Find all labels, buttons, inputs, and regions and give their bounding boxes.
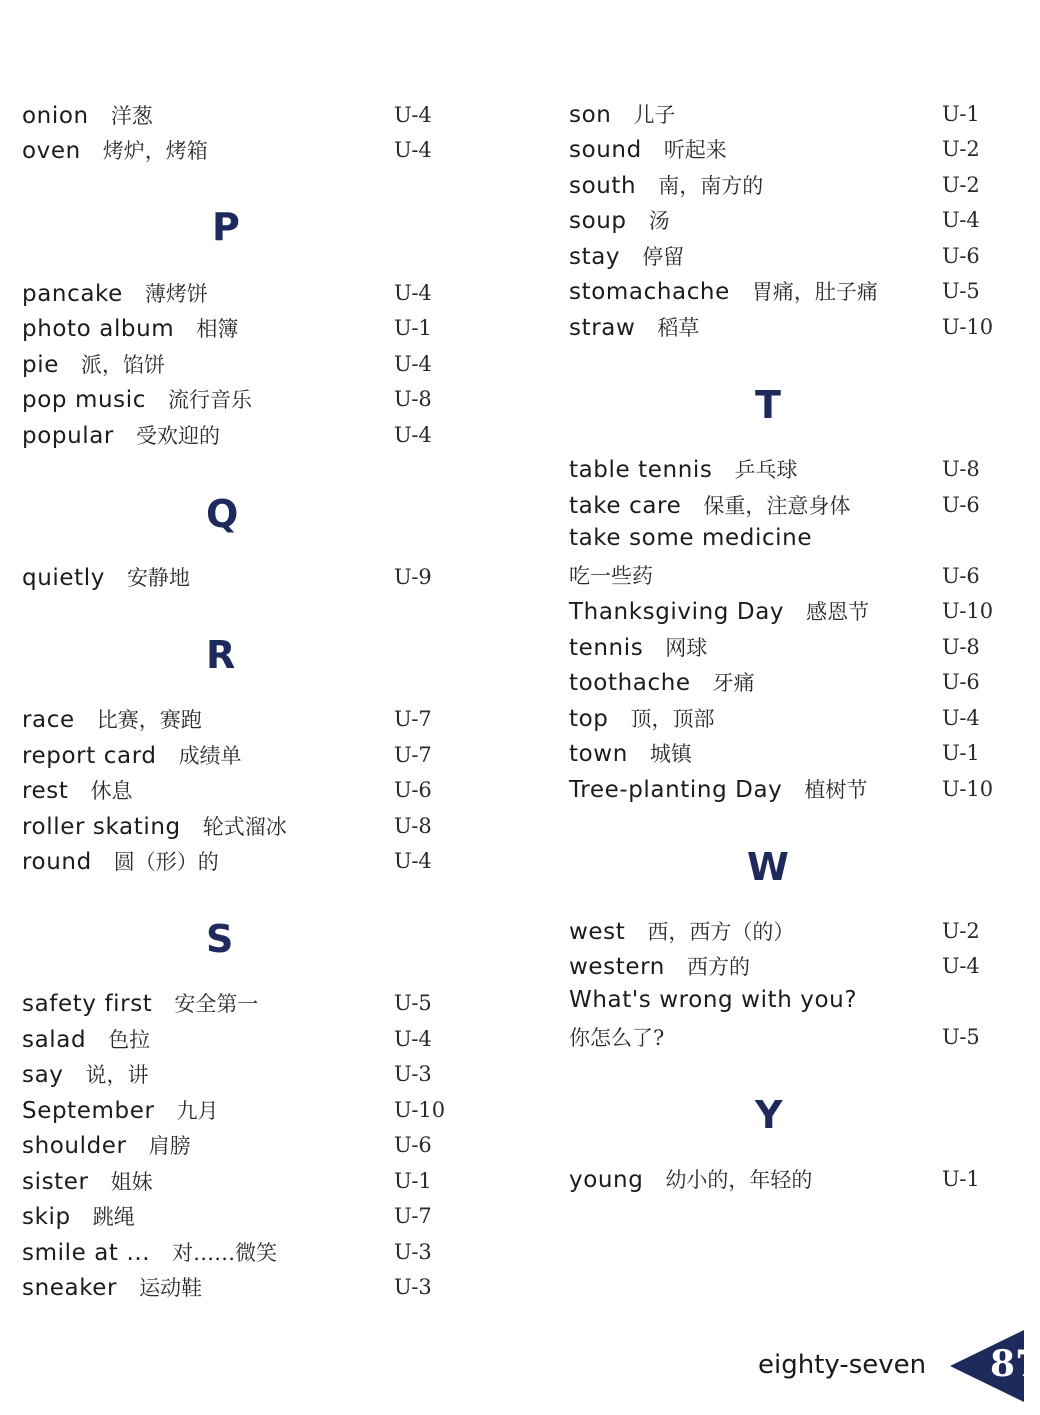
glossary-entry-popular [22, 420, 220, 456]
entry-unit: U-3 [394, 1275, 432, 1299]
entry-word: popular [22, 423, 114, 449]
entry-unit: U-2 [942, 173, 980, 197]
entry-word: pie [22, 352, 59, 378]
entry-unit: U-4 [394, 1027, 432, 1051]
glossary-entry-shoulder [22, 1130, 191, 1166]
glossary-entry-take-some-medicine-meaning [569, 560, 653, 596]
glossary-entry-town [569, 738, 692, 774]
section-letter-w: W [747, 845, 789, 889]
entry-meaning: 九月 [176, 1099, 219, 1123]
section-letter-s: S [206, 917, 234, 961]
entry-unit: U-8 [942, 457, 980, 481]
entry-word: straw [569, 315, 636, 341]
entry-unit: U-4 [394, 849, 432, 873]
entry-unit: U-3 [394, 1240, 432, 1264]
glossary-entry-salad [22, 1024, 150, 1060]
entry-unit: U-1 [942, 1167, 980, 1191]
glossary-entry-roller-skating [22, 811, 287, 847]
entry-unit: U-10 [942, 315, 994, 339]
entry-meaning: 派，馅饼 [80, 353, 165, 377]
entry-meaning: 休息 [90, 779, 133, 803]
entry-word: stay [569, 244, 621, 270]
entry-word: sister [22, 1169, 89, 1195]
glossary-entry-smile-at [22, 1237, 277, 1273]
entry-word: pancake [22, 281, 123, 307]
entry-unit: U-6 [942, 670, 980, 694]
entry-word: table tennis [569, 457, 713, 483]
entry-unit: U-1 [942, 102, 980, 126]
entry-meaning: 稻草 [657, 316, 700, 340]
entry-word: oven [22, 138, 81, 164]
glossary-entry-west [569, 916, 794, 952]
entry-word: soup [569, 208, 627, 234]
entry-meaning: 对……微笑 [172, 1241, 278, 1265]
entry-word: round [22, 849, 92, 875]
entry-word: safety first [22, 991, 153, 1017]
section-letter-p: P [212, 205, 240, 249]
entry-unit: U-1 [394, 1169, 432, 1193]
glossary-entry-soup [569, 205, 670, 241]
entry-word: son [569, 102, 612, 128]
entry-unit: U-4 [942, 208, 980, 232]
glossary-entry-rest [22, 775, 133, 811]
glossary-entry-young [569, 1164, 812, 1200]
entry-word: September [22, 1098, 155, 1124]
entry-word: stomachache [569, 279, 730, 305]
entry-word: sound [569, 137, 642, 163]
entry-meaning: 运动鞋 [139, 1276, 203, 1300]
glossary-entry-table-tennis [569, 454, 797, 490]
glossary-entry-oven [22, 135, 208, 171]
entry-unit: U-5 [942, 1025, 980, 1049]
glossary-entry-say [22, 1059, 149, 1095]
entry-unit: U-5 [942, 279, 980, 303]
entry-word: young [569, 1167, 644, 1193]
entry-unit: U-6 [394, 1133, 432, 1157]
glossary-entry-whats-wrong-meaning [569, 1022, 664, 1058]
entry-meaning: 安静地 [126, 566, 190, 590]
entry-meaning: 成绩单 [178, 744, 242, 768]
entry-meaning: 乒乓球 [734, 458, 798, 482]
section-letter-r: R [206, 633, 236, 677]
glossary-entry-tennis [569, 632, 707, 668]
glossary-entry-skip [22, 1201, 135, 1237]
page-number: 87 [990, 1343, 1040, 1385]
entry-meaning: 说，讲 [85, 1063, 149, 1087]
page-number-words: eighty-seven [758, 1350, 927, 1380]
glossary-entry-pie [22, 349, 165, 385]
entry-word: south [569, 173, 637, 199]
glossary-entry-quietly [22, 562, 190, 598]
entry-meaning: 停留 [642, 245, 685, 269]
entry-word: west [569, 919, 626, 945]
glossary-entry-thanksgiving-day [569, 596, 869, 632]
entry-word: take care [569, 493, 682, 519]
entry-unit: U-4 [394, 138, 432, 162]
entry-unit: U-6 [942, 564, 980, 588]
entry-unit: U-4 [394, 103, 432, 127]
entry-unit: U-4 [942, 706, 980, 730]
glossary-entry-onion [22, 100, 153, 136]
entry-meaning: 胃痛，肚子痛 [751, 280, 878, 304]
entry-word: rest [22, 778, 69, 804]
glossary-entry-stomachache [569, 276, 878, 312]
entry-word: roller skating [22, 814, 181, 840]
entry-word: take some medicine [569, 525, 813, 551]
entry-word: sneaker [22, 1275, 118, 1301]
entry-word: report card [22, 743, 157, 769]
entry-meaning: 相簿 [196, 317, 239, 341]
entry-meaning: 城镇 [649, 742, 692, 766]
glossary-entry-race [22, 704, 202, 740]
entry-unit: U-2 [942, 919, 980, 943]
entry-meaning: 肩膀 [148, 1134, 191, 1158]
entry-meaning: 你怎么了? [569, 1026, 665, 1050]
entry-word: photo album [22, 316, 175, 342]
glossary-entry-pancake [22, 278, 208, 314]
entry-meaning: 流行音乐 [167, 388, 252, 412]
entry-unit: U-4 [394, 352, 432, 376]
glossary-entry-south [569, 170, 763, 206]
entry-meaning: 儿子 [633, 103, 676, 127]
entry-meaning: 西，西方（的） [647, 920, 795, 944]
entry-meaning: 听起来 [663, 138, 727, 162]
entry-unit: U-6 [942, 493, 980, 517]
glossary-entry-tree-planting-day [569, 774, 867, 810]
entry-meaning: 安全第一 [174, 992, 259, 1016]
entry-unit: U-1 [942, 741, 980, 765]
entry-meaning: 汤 [648, 209, 670, 233]
entry-unit: U-8 [394, 814, 432, 838]
entry-word: top [569, 706, 609, 732]
glossary-entry-take-care [569, 490, 850, 526]
glossary-entry-september [22, 1095, 219, 1131]
entry-unit: U-7 [394, 707, 432, 731]
entry-unit: U-7 [394, 743, 432, 767]
section-letter-t: T [755, 383, 781, 427]
entry-meaning: 西方的 [686, 955, 750, 979]
entry-meaning: 比赛，赛跑 [96, 708, 202, 732]
entry-unit: U-8 [394, 387, 432, 411]
glossary-entry-stay [569, 241, 684, 277]
entry-word: race [22, 707, 75, 733]
glossary-entry-take-some-medicine [569, 525, 812, 561]
glossary-entry-round [22, 846, 219, 882]
entry-word: Tree-planting Day [569, 777, 783, 803]
entry-meaning: 牙痛 [712, 671, 755, 695]
entry-unit: U-10 [942, 599, 994, 623]
entry-unit: U-3 [394, 1062, 432, 1086]
entry-meaning: 网球 [665, 636, 708, 660]
entry-meaning: 幼小的，年轻的 [665, 1168, 813, 1192]
entry-word: What's wrong with you? [569, 987, 858, 1013]
entry-unit: U-7 [394, 1204, 432, 1228]
glossary-entry-sister [22, 1166, 153, 1202]
entry-word: onion [22, 103, 89, 129]
entry-meaning: 薄烤饼 [144, 282, 208, 306]
entry-meaning: 烤炉，烤箱 [102, 139, 208, 163]
glossary-entry-western [569, 951, 750, 987]
entry-word: smile at ... [22, 1240, 151, 1266]
glossary-entry-sound [569, 134, 727, 170]
entry-word: skip [22, 1204, 71, 1230]
entry-meaning: 跳绳 [92, 1205, 135, 1229]
entry-meaning: 洋葱 [110, 104, 153, 128]
entry-unit: U-6 [942, 244, 980, 268]
entry-meaning: 保重，注意身体 [703, 494, 851, 518]
glossary-entry-safety-first [22, 988, 258, 1024]
entry-meaning: 圆（形）的 [113, 850, 219, 874]
entry-word: western [569, 954, 665, 980]
glossary-entry-report-card [22, 740, 242, 776]
glossary-entry-toothache [569, 667, 755, 703]
entry-unit: U-1 [394, 316, 432, 340]
entry-meaning: 植树节 [804, 778, 868, 802]
entry-unit: U-4 [394, 423, 432, 447]
entry-word: tennis [569, 635, 644, 661]
entry-unit: U-4 [394, 281, 432, 305]
entry-unit: U-6 [394, 778, 432, 802]
entry-unit: U-10 [942, 777, 994, 801]
entry-word: shoulder [22, 1133, 127, 1159]
entry-meaning: 吃一些药 [569, 564, 653, 588]
section-letter-y: Y [755, 1093, 783, 1137]
glossary-entry-whats-wrong-with-you [569, 987, 857, 1023]
glossary-entry-photo-album [22, 313, 238, 349]
entry-word: town [569, 741, 628, 767]
entry-word: pop music [22, 387, 146, 413]
entry-meaning: 感恩节 [806, 600, 870, 624]
glossary-entry-son [569, 99, 675, 135]
entry-unit: U-2 [942, 137, 980, 161]
entry-meaning: 南，南方的 [658, 174, 764, 198]
entry-meaning: 顶，顶部 [630, 707, 715, 731]
entry-unit: U-4 [942, 954, 980, 978]
entry-meaning: 色拉 [108, 1028, 151, 1052]
entry-meaning: 受欢迎的 [136, 424, 220, 448]
entry-meaning: 轮式溜冰 [202, 815, 287, 839]
glossary-entry-top [569, 703, 715, 739]
glossary-entry-pop-music [22, 384, 252, 420]
entry-unit: U-10 [394, 1098, 446, 1122]
entry-word: Thanksgiving Day [569, 599, 785, 625]
section-letter-q: Q [206, 492, 239, 536]
entry-word: say [22, 1062, 64, 1088]
entry-word: salad [22, 1027, 87, 1053]
glossary-entry-straw [569, 312, 699, 348]
entry-word: toothache [569, 670, 691, 696]
entry-unit: U-5 [394, 991, 432, 1015]
entry-word: quietly [22, 565, 105, 591]
entry-unit: U-8 [942, 635, 980, 659]
entry-unit: U-9 [394, 565, 432, 589]
glossary-entry-sneaker [22, 1272, 202, 1308]
entry-meaning: 姐妹 [110, 1170, 153, 1194]
